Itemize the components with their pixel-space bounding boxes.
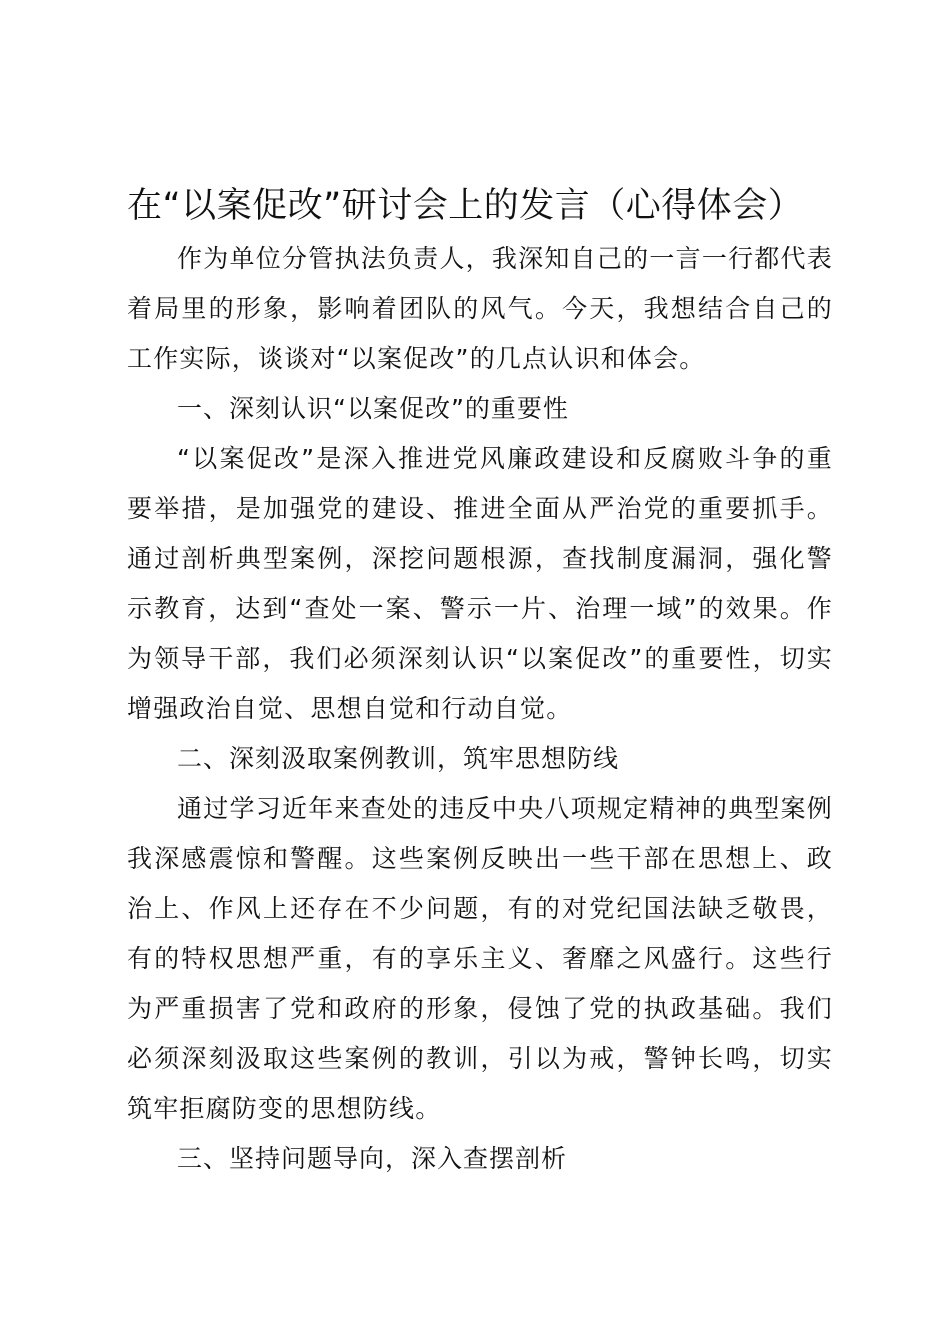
section-heading-3: 三、坚持问题导向，深入查摆剖析 (177, 1144, 568, 1173)
intro-paragraph: 作为单位分管执法负责人，我深知自己的一言一行都代表着局里的形象，影响着团队的风气。今天，我想结合自己的工作实际，谈谈对“以案促改”的几点认识和体会。 (127, 244, 833, 373)
section-paragraph-2: 通过学习近年来查处的违反中央八项规定精神的典型案例我深感震惊和警醒。这些案例反映出一些干部在思想上、政治上、作风上还存在不少问题，有的对党纪国法缺乏敬畏，有的特权思想严重，有的享乐主义、奢靡之风盛行。这些行为严重损害了党和政府的形象，侵蚀了党的执政基础。我们必须深刻汲取这些案例的教训，引以为戒，警钟长鸣，切实筑牢拒腐防变的思想防线。 (127, 794, 833, 1123)
section-heading-1: 一、深刻认识“以案促改”的重要性 (177, 394, 569, 423)
section-heading-2: 二、深刻汲取案例教训，筑牢思想防线 (177, 744, 620, 773)
document-title: 在“以案促改”研讨会上的发言（心得体会） (127, 186, 804, 226)
document-body (127, 178, 833, 1184)
section-paragraph-1: “以案促改”是深入推进党风廉政建设和反腐败斗争的重要举措，是加强党的建设、推进全面从严治党的重要抓手。通过剖析典型案例，深挖问题根源，查找制度漏洞，强化警示教育，达到“查处一案、警示一片、治理一域”的效果。作为领导干部，我们必须深刻认识“以案促改”的重要性，切实增强政治自觉、思想自觉和行动自觉。 (127, 444, 833, 723)
